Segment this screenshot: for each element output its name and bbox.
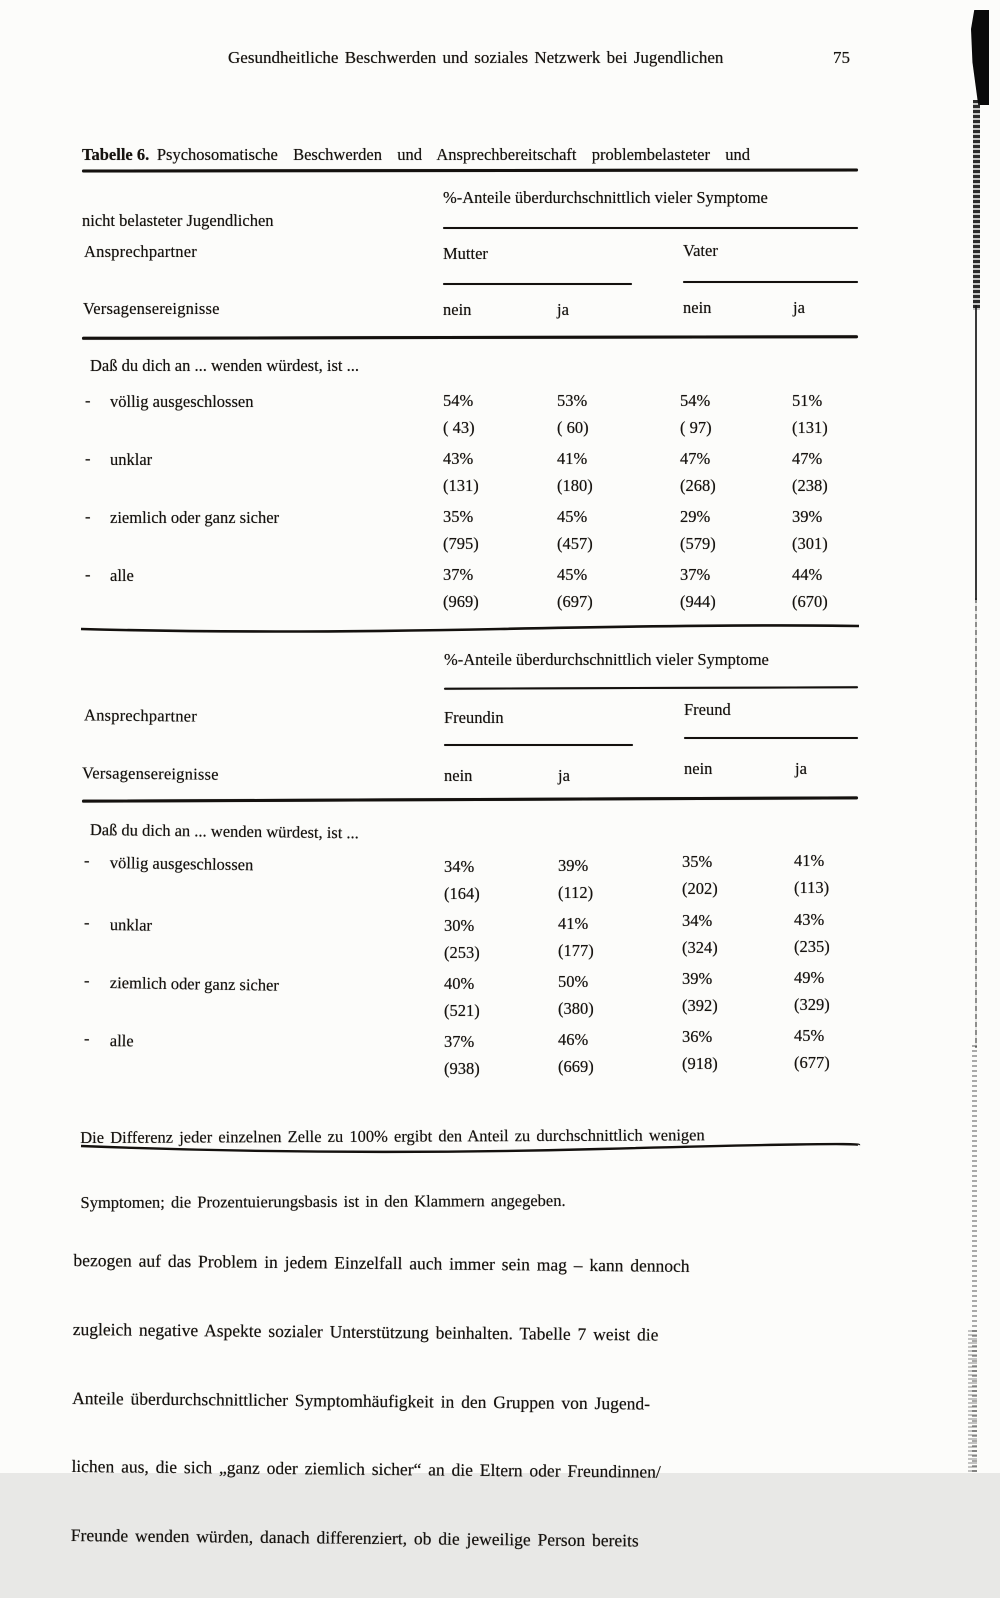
percent-value: 34% [444, 857, 475, 876]
count-value: (579) [680, 534, 716, 553]
subcolumn-nein: nein [684, 759, 713, 778]
table-rule-group2 [684, 737, 858, 739]
percent-value: 39% [558, 856, 589, 875]
subcolumn-ja: ja [795, 759, 807, 778]
percent-value: 37% [443, 565, 474, 584]
lead-row: Daß du dich an ... wenden würdest, ist ... [89, 820, 359, 843]
count-value: (131) [792, 418, 828, 437]
percent-value: 41% [558, 914, 589, 933]
row-header-versagensereignisse: Versagensereignisse [81, 763, 219, 784]
count-value: (457) [557, 534, 593, 553]
count-value: (521) [444, 1001, 480, 1020]
scan-artifact-line [975, 305, 977, 600]
table-rule-group1 [443, 283, 632, 285]
count-value: (113) [794, 878, 830, 897]
percent-value: 34% [682, 911, 713, 930]
count-value: (329) [794, 995, 830, 1014]
count-value: (969) [443, 592, 479, 611]
count-value: (253) [444, 943, 480, 962]
count-value: ( 43) [443, 418, 475, 437]
percent-value: 50% [558, 972, 589, 991]
percent-value: 54% [680, 391, 711, 410]
count-value: (697) [557, 592, 593, 611]
count-value: (235) [794, 937, 830, 956]
row-dash: - [84, 971, 90, 990]
scan-artifact-blob [971, 10, 989, 105]
percent-value: 45% [557, 565, 588, 584]
count-value: (795) [443, 534, 479, 553]
count-value: (301) [792, 534, 828, 553]
row-dash: - [85, 565, 91, 584]
column-group-vater: Vater [683, 241, 718, 260]
column-group-freund: Freund [684, 700, 731, 719]
scan-artifact-line-faint [975, 598, 977, 1048]
subcolumn-ja: ja [793, 298, 805, 317]
table-rule-bottom [80, 1140, 860, 1156]
row-label: völlig ausgeschlossen [110, 392, 254, 411]
percent-value: 51% [792, 391, 823, 410]
count-value: (944) [680, 592, 716, 611]
count-value: (177) [558, 941, 594, 960]
count-value: (268) [680, 476, 716, 495]
percent-value: 54% [443, 391, 474, 410]
row-label: völlig ausgeschlossen [109, 853, 254, 875]
count-value: (918) [682, 1054, 718, 1073]
percent-value: 35% [443, 507, 474, 526]
subcolumn-ja: ja [558, 766, 570, 785]
percent-value: 46% [558, 1030, 589, 1049]
percent-value: 53% [557, 391, 588, 410]
table-rule-group2 [683, 281, 858, 283]
percent-value: 45% [557, 507, 588, 526]
percent-value: 41% [557, 449, 588, 468]
count-value: (180) [557, 476, 593, 495]
table-rule-spanner [444, 686, 858, 689]
table-caption-line1: Psychosomatische Beschwerden und Ansprechbereitschaft problembelasteter und [149, 144, 750, 164]
percent-value: 40% [444, 974, 475, 993]
table-rule-spanner [443, 227, 858, 229]
row-dash: - [84, 913, 90, 932]
paragraph-line: Freunde wenden würden, danach differenziert, ob die jeweilige Person bereits [70, 1525, 639, 1551]
percent-value: 35% [682, 852, 713, 871]
lead-row: Daß du dich an ... wenden würdest, ist ... [90, 356, 359, 375]
scan-artifact-speckle-dense [968, 1330, 977, 1473]
count-value: (670) [792, 592, 828, 611]
footnote-line: Symptomen; die Prozentuierungsbasis ist in den Klammern angegeben. [80, 1190, 566, 1212]
percent-value: 37% [680, 565, 711, 584]
spanner-header: %-Anteile überdurchschnittlich vieler Symptome [444, 650, 769, 669]
percent-value: 44% [792, 565, 823, 584]
count-value: ( 60) [557, 418, 589, 437]
count-value: (131) [443, 476, 479, 495]
paragraph-line: Anteile überdurchschnittlicher Symptomhäufigkeit in den Gruppen von Jugend- [72, 1387, 651, 1414]
row-dash: - [84, 851, 90, 870]
subcolumn-nein: nein [443, 300, 472, 319]
page-number: 75 [833, 48, 850, 67]
percent-value: 43% [443, 449, 474, 468]
row-dash: - [85, 391, 91, 410]
count-value: (112) [558, 883, 594, 902]
count-value: (380) [558, 999, 594, 1018]
count-value: (164) [444, 884, 480, 903]
table-rule-bottom [80, 621, 860, 635]
running-head-title: Gesundheitliche Beschwerden und soziales Netzwerk bei Jugendlichen [228, 48, 724, 67]
subcolumn-ja: ja [557, 300, 569, 319]
percent-value: 45% [794, 1026, 825, 1045]
percent-value: 43% [794, 910, 825, 929]
count-value: (677) [794, 1053, 830, 1072]
percent-value: 47% [680, 449, 711, 468]
paragraph-line: bezogen auf das Problem in jedem Einzelfall auch immer sein mag – kann dennoch [73, 1250, 690, 1277]
row-header-versagensereignisse: Versagensereignisse [83, 299, 220, 318]
body-paragraph [70, 1206, 862, 1598]
subcolumn-nein: nein [444, 766, 473, 785]
column-group-mutter: Mutter [443, 244, 488, 263]
paragraph-line: zugleich negative Aspekte sozialer Unterstützung beinhalten. Tabelle 7 weist die [72, 1318, 659, 1345]
percent-value: 29% [680, 507, 711, 526]
paragraph-line: lichen aus, die sich „ganz oder ziemlich sicher“ an die Eltern oder Freundinnen/ [71, 1456, 661, 1482]
row-label: alle [109, 1031, 134, 1051]
scan-artifact-streak [973, 100, 980, 310]
table-rule-header-bottom [82, 335, 858, 340]
column-header-ansprechpartner: Ansprechpartner [84, 242, 197, 261]
footnote-line: Die Differenz jeder einzelnen Zelle zu 100% ergibt den Anteil zu durchschnittlich wenigen [80, 1125, 705, 1147]
percent-value: 39% [682, 969, 713, 988]
percent-value: 30% [444, 916, 475, 935]
table-rule-group1 [444, 744, 633, 746]
row-label: alle [110, 566, 134, 585]
column-group-freundin: Freundin [444, 708, 504, 727]
percent-value: 39% [792, 507, 823, 526]
percent-value: 37% [444, 1032, 475, 1051]
row-label: ziemlich oder ganz sicher [110, 508, 280, 527]
row-label: unklar [109, 915, 153, 935]
subcolumn-nein: nein [683, 298, 712, 317]
count-value: ( 97) [680, 418, 712, 437]
count-value: (238) [792, 476, 828, 495]
row-label: unklar [110, 450, 153, 469]
count-value: (392) [682, 996, 718, 1015]
percent-value: 41% [794, 851, 825, 870]
percent-value: 49% [794, 968, 825, 987]
row-label: ziemlich oder ganz sicher [109, 973, 280, 995]
count-value: (669) [558, 1057, 594, 1076]
table-caption-line2: nicht belasteter Jugendlichen [82, 210, 274, 230]
count-value: (324) [682, 938, 718, 957]
percent-value: 47% [792, 449, 823, 468]
spanner-header: %-Anteile überdurchschnittlich vieler Symptome [443, 188, 768, 207]
column-header-ansprechpartner: Ansprechpartner [83, 705, 198, 726]
row-dash: - [84, 1029, 90, 1048]
count-value: (202) [682, 879, 718, 898]
row-dash: - [85, 449, 91, 468]
table-caption-label: Tabelle 6. [82, 144, 150, 164]
count-value: (938) [444, 1059, 480, 1078]
row-dash: - [85, 507, 91, 526]
percent-value: 36% [682, 1027, 713, 1046]
table-rule-header-bottom [82, 796, 858, 802]
